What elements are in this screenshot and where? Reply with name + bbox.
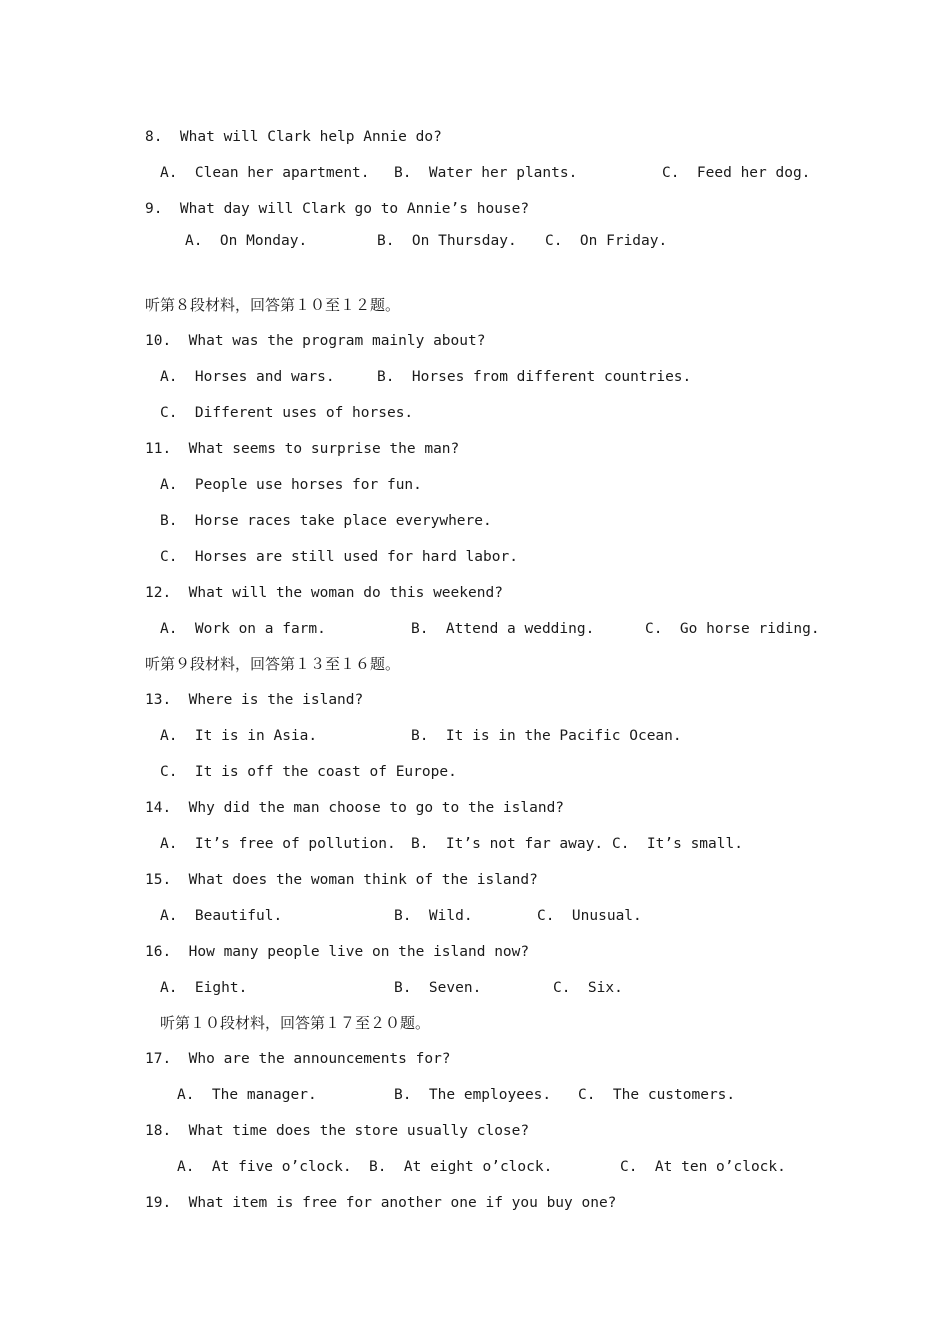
section-10-instruction: 听第１０段材料，回答第１７至２０题。	[160, 1014, 431, 1032]
question-17-stem: 17. Who are the announcements for?	[145, 1051, 451, 1067]
question-15-option-c: C. Unusual.	[537, 908, 642, 924]
question-9-option-b: B. On Thursday.	[377, 233, 517, 249]
question-8-stem: 8. What will Clark help Annie do?	[145, 129, 442, 145]
section-9-instruction: 听第９段材料，回答第１３至１６题。	[145, 655, 401, 673]
question-8-option-b: B. Water her plants.	[394, 165, 578, 181]
question-8-option-a: A. Clean her apartment.	[160, 165, 370, 181]
question-17-option-c: C. The customers.	[578, 1087, 736, 1103]
question-9-stem: 9. What day will Clark go to Annie’s house?	[145, 201, 530, 217]
question-10-option-c: C. Different uses of horses.	[160, 405, 414, 421]
question-14-option-a: A. It’s free of pollution.	[160, 836, 396, 852]
question-15-option-b: B. Wild.	[394, 908, 473, 924]
question-8-option-c: C. Feed her dog.	[662, 165, 811, 181]
question-13-stem: 13. Where is the island?	[145, 692, 364, 708]
question-18-stem: 18. What time does the store usually close?	[145, 1123, 530, 1139]
question-12-stem: 12. What will the woman do this weekend?	[145, 585, 503, 601]
question-12-option-c: C. Go horse riding.	[645, 621, 820, 637]
question-13-option-b: B. It is in the Pacific Ocean.	[411, 728, 682, 744]
question-19-stem: 19. What item is free for another one if you buy one?	[145, 1195, 617, 1211]
question-11-option-b: B. Horse races take place everywhere.	[160, 513, 492, 529]
section-8-instruction: 听第８段材料，回答第１０至１２题。	[145, 296, 401, 314]
question-11-option-c: C. Horses are still used for hard labor.	[160, 549, 518, 565]
question-17-option-a: A. The manager.	[177, 1087, 317, 1103]
question-18-option-c: C. At ten o’clock.	[620, 1159, 786, 1175]
question-14-option-b: B. It’s not far away.	[411, 836, 604, 852]
question-12-option-a: A. Work on a farm.	[160, 621, 326, 637]
question-18-option-b: B. At eight o’clock.	[369, 1159, 553, 1175]
question-17-option-b: B. The employees.	[394, 1087, 552, 1103]
question-15-stem: 15. What does the woman think of the island?	[145, 872, 538, 888]
question-18-option-a: A. At five o’clock.	[177, 1159, 352, 1175]
question-16-stem: 16. How many people live on the island now?	[145, 944, 530, 960]
question-16-option-c: C. Six.	[553, 980, 623, 996]
question-16-option-a: A. Eight.	[160, 980, 248, 996]
question-9-option-c: C. On Friday.	[545, 233, 668, 249]
question-15-option-a: A. Beautiful.	[160, 908, 283, 924]
question-13-option-c: C. It is off the coast of Europe.	[160, 764, 457, 780]
question-11-stem: 11. What seems to surprise the man?	[145, 441, 460, 457]
question-9-option-a: A. On Monday.	[185, 233, 308, 249]
question-10-option-b: B. Horses from different countries.	[377, 369, 692, 385]
question-13-option-a: A. It is in Asia.	[160, 728, 318, 744]
question-14-stem: 14. Why did the man choose to go to the island?	[145, 800, 565, 816]
question-11-option-a: A. People use horses for fun.	[160, 477, 422, 493]
question-10-stem: 10. What was the program mainly about?	[145, 333, 486, 349]
question-10-option-a: A. Horses and wars.	[160, 369, 335, 385]
question-14-option-c: C. It’s small.	[612, 836, 743, 852]
question-16-option-b: B. Seven.	[394, 980, 482, 996]
question-12-option-b: B. Attend a wedding.	[411, 621, 595, 637]
